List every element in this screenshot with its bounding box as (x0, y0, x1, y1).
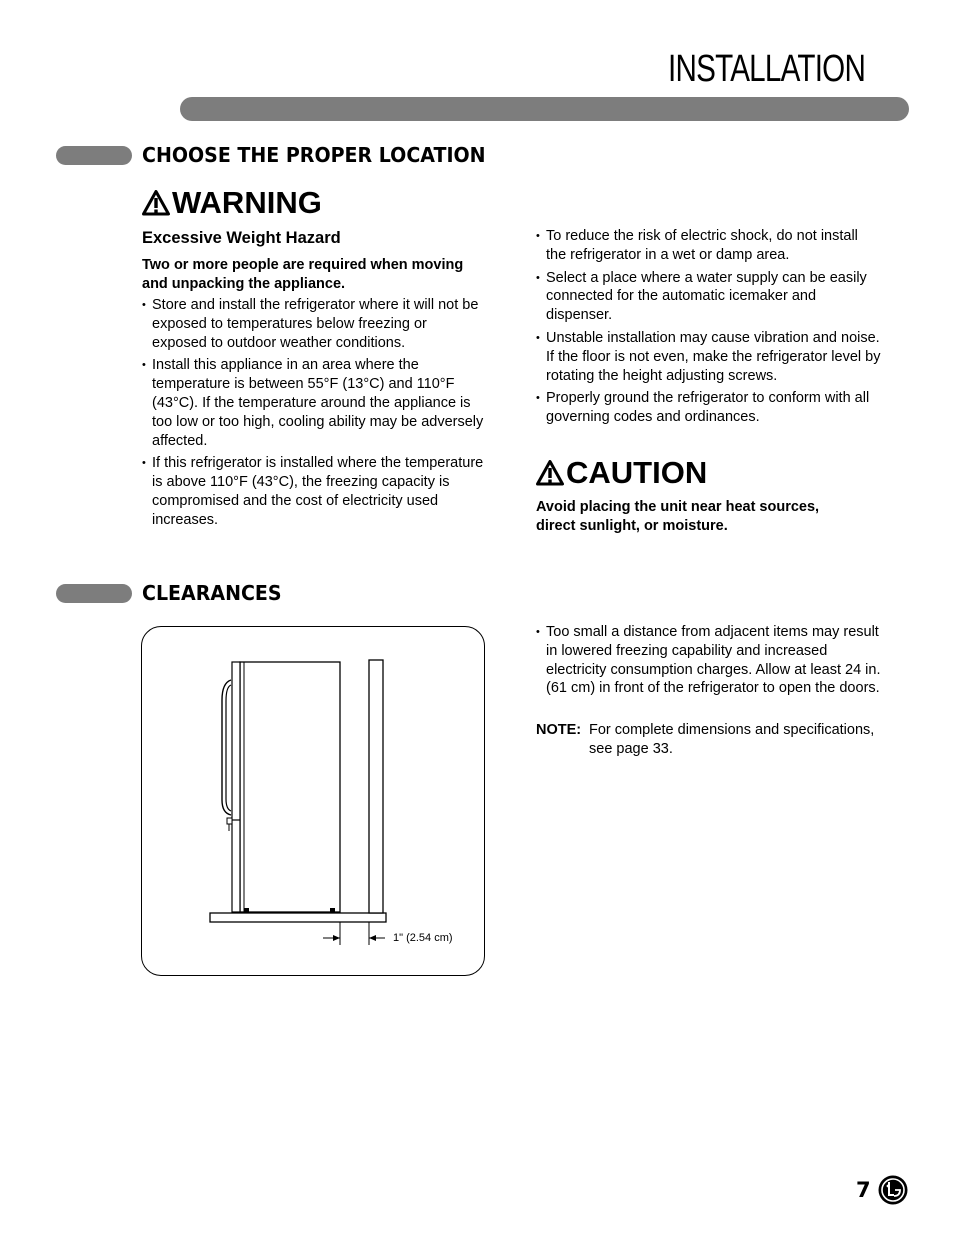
note-text: For complete dimensions and specifications, see page 33. (589, 722, 875, 757)
page-header-title: INSTALLATION (668, 48, 866, 90)
clearance-dimension-label: 1" (2.54 cm) (393, 932, 453, 944)
warning-heading-text: WARNING (172, 185, 322, 220)
warning-subheading: Excessive Weight Hazard (142, 229, 341, 247)
clearances-list (536, 623, 881, 702)
warning-lead: Two or more people are required when moving and unpacking the appliance. (142, 257, 464, 292)
list-item: • If this refrigerator is installed where the temperature is above 110°F (43°C), the freezing capacity is compromised and the cost of electricity used increases. (142, 454, 484, 529)
list-item: • Too small a distance from adjacent items may result in lowered freezing capability and increased electricity consumption charges. Allow at least 24 in. (61 cm) in front of the refrigerator to open the doors. (536, 623, 881, 698)
page-number: 7 (856, 1178, 871, 1202)
caution-text: Avoid placing the unit near heat sources, direct sunlight, or moisture. (536, 499, 820, 534)
refrigerator-side-diagram (140, 625, 484, 975)
section-title-clearances: CLEARANCES (142, 581, 282, 605)
clearance-diagram (141, 626, 485, 976)
section-marker (56, 584, 132, 603)
warning-left-list (142, 296, 484, 534)
list-item: • Unstable installation may cause vibration and noise. If the floor is not even, make the refrigerator level by rotating the height adjusting screws. (536, 329, 881, 385)
list-item: • Store and install the refrigerator where it will not be exposed to temperatures below freezing or exposed to outdoor weather conditions. (142, 296, 484, 352)
warning-right-list (536, 227, 881, 431)
caution-heading (536, 455, 707, 491)
lg-logo-icon (878, 1175, 908, 1205)
list-item: • Select a place where a water supply can be easily connected for the automatic icemaker and dispenser. (536, 269, 881, 325)
warning-heading (142, 185, 322, 221)
warning-triangle-icon (142, 190, 170, 216)
section-title-location: CHOOSE THE PROPER LOCATION (142, 143, 486, 167)
caution-heading-text: CAUTION (566, 455, 708, 490)
list-item: • To reduce the risk of electric shock, do not install the refrigerator in a wet or damp area. (536, 227, 881, 265)
caution-triangle-icon (536, 460, 564, 486)
note-label: NOTE: (536, 722, 582, 738)
note (536, 721, 898, 759)
section-marker (56, 146, 132, 165)
list-item: • Properly ground the refrigerator to conform with all governing codes and ordinances. (536, 389, 881, 427)
header-bar (180, 97, 909, 121)
list-item: • Install this appliance in an area where the temperature is between 55°F (13°C) and 110°F (43°C). If the temperature around the appliance is too low or too high, cooling ability may be adversely affected. (142, 356, 484, 450)
